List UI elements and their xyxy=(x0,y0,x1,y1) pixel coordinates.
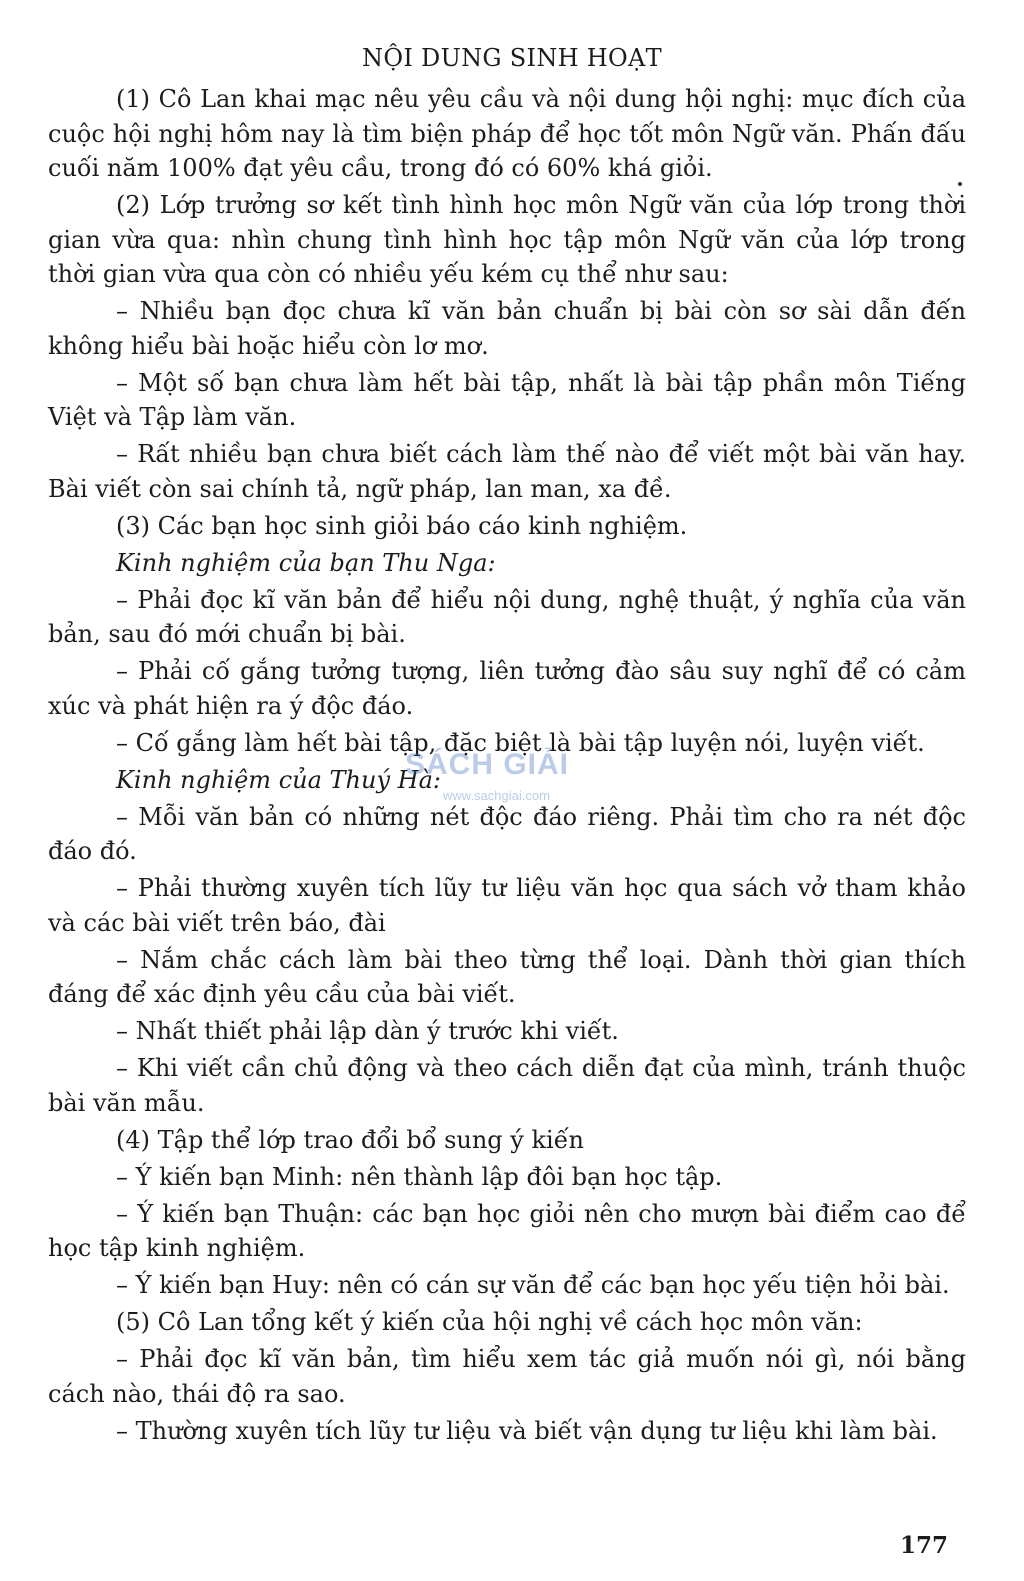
list-item: – Ý kiến bạn Huy: nên có cán sự văn để các bạn học yếu tiện hỏi bài. xyxy=(116,1271,950,1299)
page-number: 177 xyxy=(900,1532,949,1559)
scan-speck xyxy=(958,182,962,186)
list-item: – Khi viết cần chủ động và theo cách diễn đạt của mình, tránh thuộc bài văn mẫu. xyxy=(48,1054,966,1117)
list-item: – Thường xuyên tích lũy tư liệu và biết vận dụng tư liệu khi làm bài. xyxy=(116,1416,938,1445)
paragraph-2: (2) Lớp trưởng sơ kết tình hình học môn Ngữ văn của lớp trong thời gian vừa qua: nhìn chung tình hình học tập môn Ngữ văn của lớp trong thời gian vừa qua còn có nhiều yếu kém cụ thể như sau: xyxy=(48,191,966,288)
list-item: – Phải thường xuyên tích lũy tư liệu văn học qua sách vở tham khảo và các bài viết trên báo, đài xyxy=(48,874,966,937)
list-item: – Ý kiến bạn Thuận: các bạn học giỏi nên cho mượn bài điểm cao để học tập kinh nghiệm. xyxy=(48,1199,966,1262)
list-item: – Một số bạn chưa làm hết bài tập, nhất là bài tập phần môn Tiếng Việt và Tập làm văn. xyxy=(48,368,966,431)
list-item: – Mỗi văn bản có những nét độc đáo riêng. Phải tìm cho ra nét độc đáo đó. xyxy=(48,802,966,865)
list-item: – Phải cố gắng tưởng tượng, liên tưởng đào sâu suy nghĩ để có cảm xúc và phát hiện ra ý độc đáo. xyxy=(48,657,966,720)
paragraph-1: (1) Cô Lan khai mạc nêu yêu cầu và nội dung hội nghị: mục đích của cuộc hội nghị hôm nay là tìm biện pháp để học tốt môn Ngữ văn. Phấn đấu cuối năm 100% đạt yêu cầu, trong đó có 60% khá giỏi. xyxy=(48,85,966,182)
watermark-url: www.sachgiai.com xyxy=(443,788,550,803)
body-text xyxy=(48,82,966,1451)
list-item: – Phải đọc kĩ văn bản để hiểu nội dung, nghệ thuật, ý nghĩa của văn bản, sau đó mới chuẩn bị bài. xyxy=(48,585,966,648)
paragraph-3: (3) Các bạn học sinh giỏi báo cáo kinh nghiệm. xyxy=(116,511,688,540)
list-item: – Nhiều bạn đọc chưa kĩ văn bản chuẩn bị bài còn sơ sài dẫn đến không hiểu bài hoặc hiểu còn lơ mơ. xyxy=(48,297,966,360)
list-item: – Nắm chắc cách làm bài theo từng thể loại. Dành thời gian thích đáng để xác định yêu cầu của bài viết. xyxy=(48,945,966,1008)
paragraph-5: (5) Cô Lan tổng kết ý kiến của hội nghị về cách học môn văn: xyxy=(116,1308,863,1336)
list-item: – Nhất thiết phải lập dàn ý trước khi viết. xyxy=(116,1017,619,1045)
list-item: – Phải đọc kĩ văn bản, tìm hiểu xem tác giả muốn nói gì, nói bằng cách nào, thái độ ra sao. xyxy=(48,1345,966,1408)
subheading-thu-nga: Kinh nghiệm của bạn Thu Nga: xyxy=(116,548,496,577)
list-item: – Ý kiến bạn Minh: nên thành lập đôi bạn học tập. xyxy=(116,1162,723,1191)
list-item: – Rất nhiều bạn chưa biết cách làm thế nào để viết một bài văn hay. Bài viết còn sai chính tả, ngữ pháp, lan man, xa đề. xyxy=(48,440,966,503)
list-item: – Cố gắng làm hết bài tập, đặc biệt là bài tập luyện nói, luyện viết. xyxy=(116,728,925,757)
page-title: NỘI DUNG SINH HOẠT xyxy=(362,44,662,72)
paragraph-4: (4) Tập thể lớp trao đổi bổ sung ý kiến xyxy=(116,1125,584,1154)
subheading-thuy-ha: Kinh nghiệm của Thuý Hà: xyxy=(116,765,441,794)
watermark-logo: SÁCH GIẢI xyxy=(405,748,570,781)
